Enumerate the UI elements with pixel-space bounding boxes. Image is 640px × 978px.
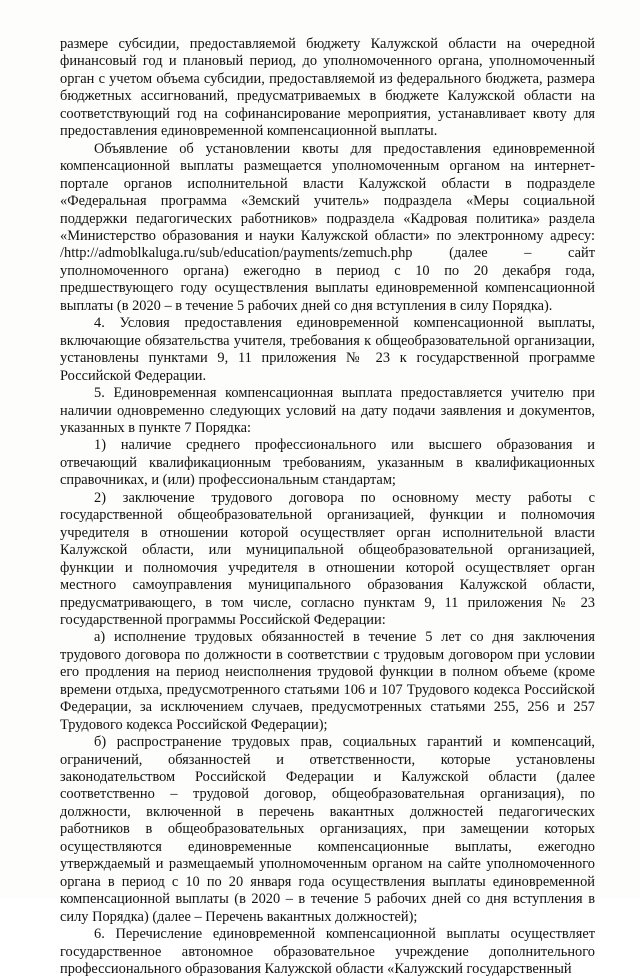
paragraph-condition-2a: а) исполнение трудовых обязанностей в течение 5 лет со дня заключения трудового договора по должности в соответствии с трудовым договором при условии его продления на период неисполнения трудовой функции в полном объеме (кроме времени отдыха, предусмотренного статьями 106 и 107 Трудового кодекса Российской Федерации, за исключением случаев, предусмотренных статьями 255, 256 и 257 Трудового кодекса Российской Федерации); bbox=[60, 629, 595, 733]
paragraph-quota-subsidy: размере субсидии, предоставляемой бюджету Калужской области на очередной финансовый год и плановый период, до уполномоченного органа, уполномоченный орган с учетом объема субсидии, предоставляемой из федерального бюджета, размера бюджетных ассигнований, предусматриваемых в бюджете Калужской области на соответствующий год на софинансирование мероприятия, устанавливает квоту для предоставления единовременной компенсационной выплаты. bbox=[60, 36, 595, 140]
paragraph-condition-2: 2) заключение трудового договора по основному месту работы с государственной общеобразовательной организацией, функции и полномочия учредителя в отношении которой осуществляет орган исполнительной власти Калужской области, или муниципальной общеобразовательной организацией, функции и полномочия учредителя в отношении которой осуществляет орган местного самоуправления муниципального образования Калужской области, предусматривающего, в том числе, согласно пунктам 9, 11 приложения № 23 государственной программы Российской Федерации: bbox=[60, 489, 595, 628]
paragraph-item-6: 6. Перечисление единовременной компенсационной выплаты осуществляет государственное автономное образовательное учреждение дополнительного профессионального образования Калужской области «Калужский государственный bbox=[60, 926, 595, 978]
paragraph-condition-2b: б) распространение трудовых прав, социальных гарантий и компенсаций, ограничений, обязанностей и ответственности, которые установлены законодательством Российской Федерации и Калужской области (далее соответственно – трудовой договор, общеобразовательная организация), по должности, включенной в перечень вакантных должностей педагогических работников в общеобразовательных организациях, при замещении которых осуществляются единовременные компенсационные выплаты, ежегодно утверждаемый и размещаемый уполномоченным органом на сайте уполномоченного органа в период с 10 по 20 января года осуществления выплаты единовременной компенсационной выплаты (в 2020 – в течение 5 рабочих дней со дня вступления в силу Порядка) (далее – Перечень вакантных должностей); bbox=[60, 734, 595, 925]
paragraph-item-4: 4. Условия предоставления единовременной компенсационной выплаты, включающие обязательства учителя, требования к общеобразовательной организации, установлены пунктами 9, 11 приложения № 23 к государственной программе Российской Федерации. bbox=[60, 315, 595, 384]
document-body bbox=[60, 36, 595, 978]
paragraph-quota-announcement: Объявление об установлении квоты для предоставления единовременной компенсационной выплаты размещается уполномоченным органом на интернет-портале органов исполнительной власти Калужской области в подразделе «Федеральная программа «Земский учитель» подраздела «Меры социальной поддержки педагогических работников» подраздела «Кадровая политика» раздела «Министерство образования и науки Калужской области» по электронному адресу: /http://admoblkaluga.ru/sub/education/payments/zemuch.php (далее – сайт уполномоченного органа) ежегодно в период с 10 по 20 декабря года, предшествующего году осуществления выплаты единовременной компенсационной выплаты (в 2020 – в течение 5 рабочих дней со дня вступления в силу Порядка). bbox=[60, 140, 595, 314]
paragraph-item-5: 5. Единовременная компенсационная выплата предоставляется учителю при наличии одновременно следующих условий на дату подачи заявления и документов, указанных в пункте 7 Порядка: bbox=[60, 385, 595, 436]
paragraph-condition-1: 1) наличие среднего профессионального или высшего образования и отвечающий квалификационным требованиям, указанным в квалификационных справочниках, и (или) профессиональным стандартам; bbox=[60, 437, 595, 489]
